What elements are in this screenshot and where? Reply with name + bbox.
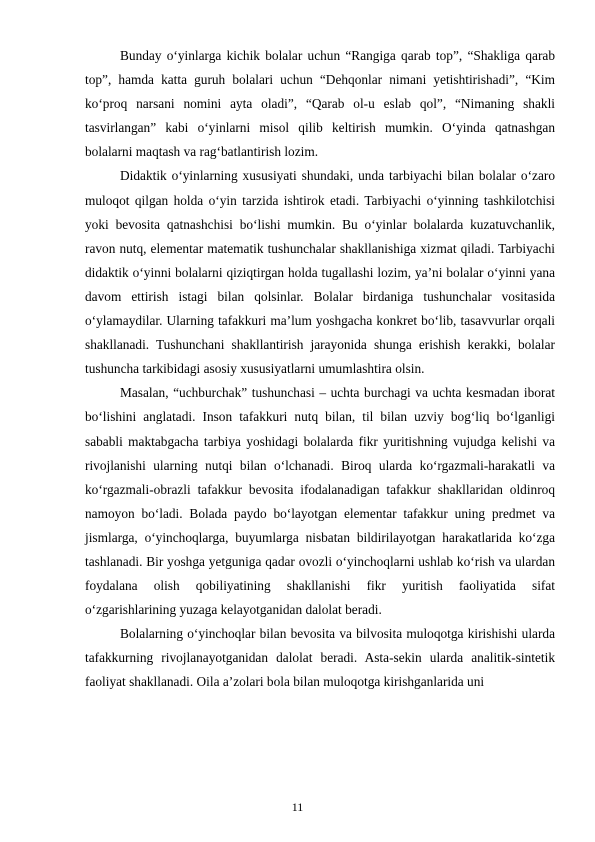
page-number: 11 (291, 800, 304, 814)
paragraph-3: Masalan, “uchburchak” tushunchasi – uchta burchagi va uchta kesmadan iborat bo‘lishini anglatadi. Inson tafakkuri nutq bilan, til bilan uzviy bog‘liq bo‘lganligi sababli maktabgacha tarbiya yoshidagi bolalarda fikr yuritishning vujudga kelishi va rivojlanishi ularning nutqi bilan o‘lchanadi. Biroq ularda ko‘rgazmali-harakatli va ko‘rgazmali-obrazli tafakkur bevosita ifodalanadigan tafakkur shakllaridan oldinroq namoyon bo‘ladi. Bolada paydo bo‘layotgan elementar tafakkur uning predmet va jismlarga, o‘yinchoqlarga, buyumlarga nisbatan bildirilayotgan harakatlarida ko‘zga tashlanadi. Bir yoshga yetguniga qadar ovozli o‘yinchoqlarni ushlab ko‘rish va ulardan foydalana olish qobiliyatining shakllanishi fikr yuritish faoliyatida sifat o‘zgarishlarining yuzaga kelayotganidan dalolat beradi. (85, 385, 555, 618)
paragraph-1: Bunday o‘yinlarga kichik bolalar uchun “Rangiga qarab top”, “Shakliga qarab top”, hamda katta guruh bolalari uchun “Dehqonlar nimani yetishtirishadi”, “Kim ko‘proq narsani nomini ayta oladi”, “Qarab ol-u eslab qol”, “Nimaning shakli tasvirlangan” kabi o‘yinlarni misol qilib keltirish mumkin. O‘yinda qatnashgan bolalarni maqtash va rag‘batlantirish lozim. (85, 48, 555, 160)
paragraph-2: Didaktik o‘yinlarning xususiyati shundaki, unda tarbiyachi bilan bolalar o‘zaro muloqot qilgan holda o‘yin tarzida ishtirok etadi. Tarbiyachi o‘yinning tashkilotchisi yoki bevosita qatnashchisi bo‘lishi mumkin. Bu o‘yinlar bolalarda kuzatuvchanlik, ravon nutq, elementar matematik tushunchalar shakllanishiga xizmat qiladi. Tarbiyachi didaktik o‘yinni bolalarni qiziqtirgan holda tugallashi lozim, ya’ni bolalar o‘yinni yana davom ettirish istagi bilan qolsinlar. Bolalar birdaniga tushunchalar vositasida o‘ylamaydilar. Ularning tafakkuri ma’lum yoshgacha konkret bo‘lib, tasavvurlar orqali shakllanadi. Tushunchani shakllantirish jarayonida shunga erishish kerakki, bolalar tushuncha tarkibidagi asosiy xususiyatlarni umumlashtira olsin. (85, 168, 555, 377)
paragraph-4: Bolalarning o‘yinchoqlar bilan bevosita va bilvosita muloqotga kirishishi ularda tafakkurning rivojlanayotganidan dalolat beradi. Asta-sekin ularda analitik-sintetik faoliyat shakllanadi. Oila a’zolari bola bilan muloqotga kirishganlarida uni (85, 626, 555, 690)
body-text (85, 44, 555, 695)
